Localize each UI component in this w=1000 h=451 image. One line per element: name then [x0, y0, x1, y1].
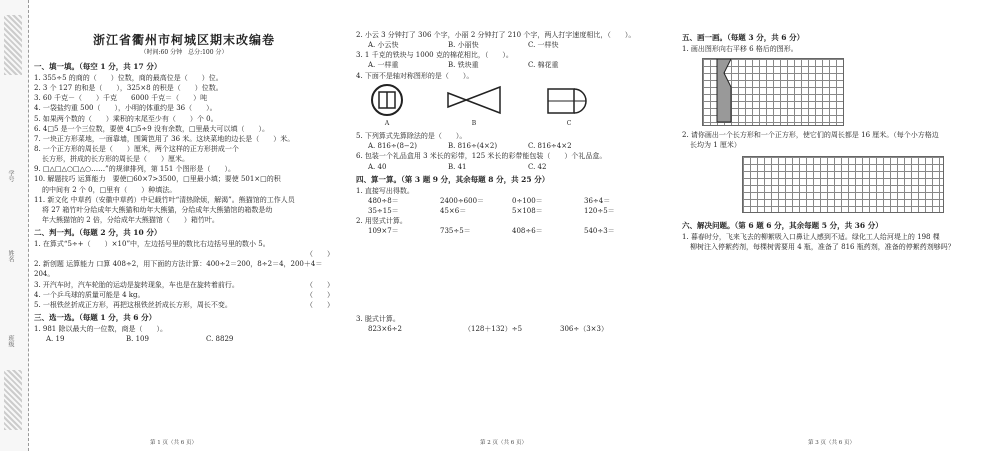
option-a: A. 小云快 — [368, 41, 399, 50]
shape-c: C — [544, 83, 594, 129]
question: 4. 下面不是轴对称图形的是（ ）。 — [356, 71, 474, 80]
question: 11. 新文化 中草药（安徽中草药）中记载竹叶“清热除烦，解渴”。熊猫馆的工作人员 — [34, 195, 295, 204]
question: 1. 981 除以最大的一位数，商是（ ）。 — [34, 324, 167, 333]
options — [356, 162, 656, 172]
option-b: B. 铁块重 — [448, 61, 479, 70]
question-cont: 年大熊猫馆的 2 倍，分给成年大熊猫馆（ ）箱竹叶。 — [42, 215, 219, 224]
option-c: C. 8829 — [206, 334, 234, 343]
question: 3. 开汽车时，汽车轮胎的运动是旋转现象，车也是在旋转着前行。 （ ） — [34, 280, 334, 289]
calc-row: 823×6÷2 （128＋132）÷5 306÷（3×3） — [368, 325, 608, 334]
section-heading: 三、选一选。（每题 1 分，共 6 分） — [34, 312, 157, 322]
option-a: A. 19 — [46, 334, 65, 343]
options — [356, 40, 656, 50]
page-footer: 第 3 页（共 6 页） — [808, 440, 855, 446]
question: 6. 包装一个礼品盒用 3 米长的彩带，125 米长的彩带能包装（ ）个礼品盒。 — [356, 152, 607, 161]
question: 9. □△□△○□△○……”的规律排列，第 151 个图形是（ ）。 — [34, 165, 235, 174]
page-footer: 第 1 页（共 6 页） — [150, 440, 197, 446]
question: 2. 3 个 127 的和是（ ），325×8 的积是（ ）位数。 — [34, 84, 223, 93]
option-a: A. 一样重 — [368, 61, 399, 70]
question: 4. 一个乒乓球的质量可能是 4 kg。 （ ） — [34, 290, 334, 299]
page-3 — [682, 30, 982, 252]
question: 6. 4□5 是一个三位数，要使 4□5÷9 没有余数，□里最大可以填（ ）。 — [34, 124, 270, 133]
section-heading: 五、画一画。（每题 3 分，共 6 分） — [682, 33, 805, 42]
question: 3. 脱式计算。 — [356, 315, 400, 324]
translation-grid — [702, 58, 844, 126]
question: 4. 一袋盐约重 500（ ），小明的体重约是 36（ ）。 — [34, 104, 217, 113]
answer-paren: （ ） — [306, 250, 334, 259]
hatch-decor — [4, 15, 22, 75]
question: 2. 请你画出一个长方形和一个正方形，使它们的周长都是 16 厘米。（每个小方格边 — [682, 131, 939, 140]
shape-a: A — [370, 83, 404, 129]
flag-shape-icon — [703, 59, 843, 125]
label-name: 姓名 — [7, 250, 14, 262]
exam-title: 浙江省衢州市柯城区期末改编卷 — [92, 33, 275, 47]
page-1 — [34, 22, 334, 344]
question: 2. 用竖式计算。 — [356, 216, 407, 225]
question: 8. 一个正方形的周长是（ ）厘米，两个这样的正方形拼成一个 — [34, 144, 239, 153]
question: 5. 下列算式先算除法的是（ ）。 — [356, 132, 467, 141]
option-b: B. 109 — [126, 334, 149, 343]
page-2 — [356, 30, 656, 335]
hatch-decor — [4, 370, 22, 430]
section-heading: 四、算一算。（第 3 题 9 分，其余每题 8 分，共 25 分） — [356, 174, 550, 184]
exam-subtitle: （时间:60 分钟 总分:100 分） — [140, 49, 228, 57]
option-b: B. 小丽快 — [448, 41, 479, 50]
question: 5. 如果两个数的（ ）乘积的末尾至少有（ ）个 0。 — [34, 114, 218, 123]
question: 5. 一根铁丝折成正方形，再把这根铁丝折成长方形，周长不变。 （ ） — [34, 300, 334, 309]
label-student-id: 学号 — [7, 170, 14, 182]
binding-margin — [0, 0, 29, 451]
question: 1. 355÷5 的商的（ ）位数，商的最高位是（ ）位。 — [34, 73, 223, 82]
rect-semicircle-icon — [544, 83, 594, 117]
question: 7. 一块正方形菜地，一面靠墙，围篱笆用了 36 米。这块菜地的边长是（ ）米。 — [34, 134, 295, 143]
calc-row: 480÷8＝ 2400÷600＝ 0÷100＝ 36÷4＝ — [368, 196, 611, 205]
option-a: A. 40 — [368, 162, 387, 171]
question: 10. 解题技巧 运算能力 要使□60×7>3500，□里最小填；要使 501×□的积 — [34, 175, 281, 184]
question: 1. 画出图形向右平移 6 格后的图形。 — [682, 44, 798, 53]
option-c: C. 816÷4×2 — [528, 142, 572, 151]
option-c: C. 棉花重 — [528, 61, 559, 70]
label-class: 班级 — [7, 335, 14, 347]
calc-row: 35÷15＝ 45×6＝ 5×108＝ 120÷5＝ — [368, 206, 615, 215]
shape-options — [356, 83, 656, 129]
section-heading: 一、填一填。（每空 1 分，共 17 分） — [34, 62, 162, 72]
bowtie-icon — [444, 83, 504, 117]
question: 1. 在算式“5÷+（ ）×10”中，左边括号里的数比右边括号里的数小 5。 — [34, 239, 270, 248]
section-heading: 二、判一判。（每题 2 分，共 10 分） — [34, 228, 162, 238]
drawing-grid — [742, 156, 944, 213]
option-b: B. 41 — [448, 162, 467, 171]
question-cont: 柳树注入停絮药剂，每棵树需要用 4 瓶，准备了 816 瓶药剂，准备的停絮药剂够吗？ — [690, 243, 955, 252]
calc-row: 109×7＝ 735÷5＝ 408÷6＝ 540÷3＝ — [368, 227, 615, 236]
option-c: C. 42 — [528, 162, 547, 171]
question: 3. 60 千克－（ ）千克 6000 千克＝（ ）吨 — [34, 94, 208, 103]
question: 2. 新创题 运算能力 口算 408÷2，用下面的方法计算：400÷2＝200，8÷2＝4，200＋4＝204。 — [34, 260, 323, 279]
question-cont: 长方形，拼成的长方形的周长是（ ）厘米。 — [42, 155, 189, 164]
question: 1. 暮春时分，飞来飞去的柳絮吸入口鼻让人感到不适。绿化工人给河堤上的 198 棵 — [682, 233, 940, 242]
question: 1. 直接写出得数。 — [356, 186, 414, 195]
option-a: A. 816÷(8−2) — [368, 142, 417, 151]
page-footer: 第 2 页（共 6 页） — [480, 440, 527, 446]
section-heading: 六、解决问题。（第 6 题 6 分，其余每题 5 分，共 36 分） — [682, 221, 883, 231]
question-cont: 的中间有 2 个 0，□里有（ ）种填法。 — [42, 185, 177, 194]
shape-b: B — [444, 83, 504, 129]
options — [356, 141, 656, 151]
question: 3. 1 千克的铁块与 1000 克的棉花相比，（ ）。 — [356, 51, 513, 60]
question-cont: 将 27 箱竹叶分给成年大熊猫和幼年大熊猫，分给成年大熊猫馆的箱数是幼 — [42, 205, 273, 214]
maze-circle-icon — [370, 83, 404, 117]
option-b: B. 816÷(4×2) — [448, 142, 498, 151]
question: 2. 小云 3 分钟打了 306 个字，小丽 2 分钟打了 210 个字，两人打字速度相比，（ ）。 — [356, 31, 636, 39]
options — [356, 60, 656, 70]
options — [34, 334, 334, 344]
question-cont: 长均为 1 厘米） — [690, 141, 741, 150]
option-c: C. 一样快 — [528, 41, 559, 50]
